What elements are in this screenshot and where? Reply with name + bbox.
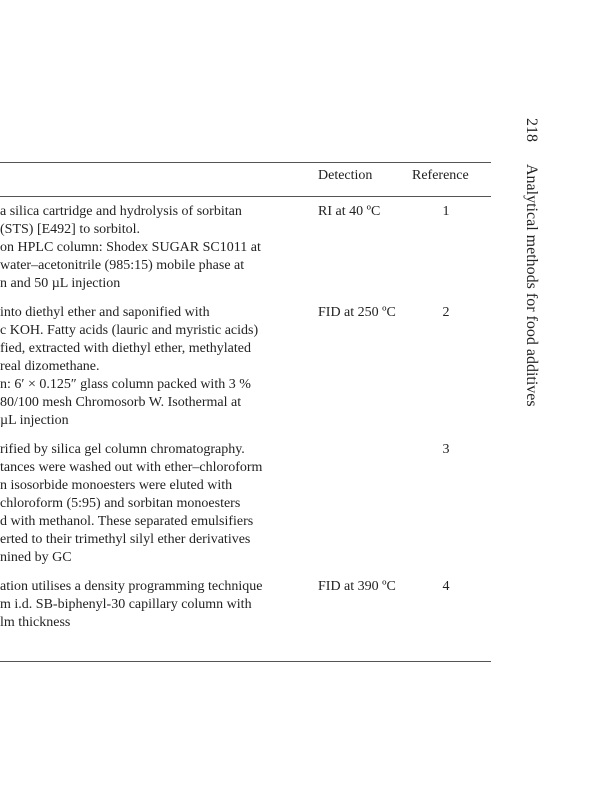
running-header [522, 118, 540, 407]
text-line: c KOH. Fatty acids (lauric and myristic acids) [0, 323, 259, 338]
text-line: µL injection [0, 413, 69, 428]
text-line: n and 50 µL injection [0, 276, 121, 291]
text-line: d with methanol. These separated emulsifiers [0, 514, 254, 529]
text-line: fied, extracted with diethyl ether, methylated [0, 341, 251, 356]
text-line: n isosorbide monoesters were eluted with [0, 478, 233, 493]
text-line: ation utilises a density programming technique [0, 579, 263, 594]
table-row-3-description [0, 441, 312, 567]
text-line: a silica cartridge and hydrolysis of sorbitan [0, 204, 242, 219]
text-line: on HPLC column: Shodex SUGAR SC1011 at [0, 240, 261, 255]
table-row-1-reference: 1 [442, 204, 450, 219]
text-line: into diethyl ether and saponified with [0, 305, 210, 320]
table-row-2-reference: 2 [442, 305, 450, 320]
table-row-2-description [0, 304, 312, 430]
header-reference: Reference [412, 168, 469, 183]
header-detection: Detection [318, 168, 373, 183]
text-line: nined by GC [0, 550, 72, 565]
text-line: lm thickness [0, 615, 71, 630]
text-line: chloroform (5:95) and sorbitan monoesters [0, 496, 241, 511]
table-row-2-detection: FID at 250 ºC [318, 305, 396, 320]
table-bottom-rule [0, 661, 491, 662]
table-row-4-detection: FID at 390 ºC [318, 579, 396, 594]
text-line: erted to their trimethyl silyl ether derivatives [0, 532, 251, 547]
text-line: rified by silica gel column chromatography. [0, 442, 245, 457]
table-row-1-detection: RI at 40 ºC [318, 204, 381, 219]
text-line: 80/100 mesh Chromosorb W. Isothermal at [0, 395, 242, 410]
text-line: n: 6′ × 0.125″ glass column packed with 3 % [0, 377, 251, 392]
page-number: 218 [523, 118, 540, 142]
text-line: real dizomethane. [0, 359, 100, 374]
table-top-rule [0, 162, 491, 163]
table-row-4-reference: 4 [442, 579, 450, 594]
text-line: water–acetonitrile (985:15) mobile phase at [0, 258, 245, 273]
table-row-3-reference: 3 [442, 442, 450, 457]
running-title: Analytical methods for food additives [523, 164, 540, 407]
table-row-1-description [0, 203, 312, 293]
table-row-4-description [0, 578, 312, 632]
table-header-rule [0, 196, 491, 197]
text-line: (STS) [E492] to sorbitol. [0, 222, 140, 237]
text-line: tances were washed out with ether–chloroform [0, 460, 263, 475]
text-line: m i.d. SB-biphenyl-30 capillary column with [0, 597, 252, 612]
